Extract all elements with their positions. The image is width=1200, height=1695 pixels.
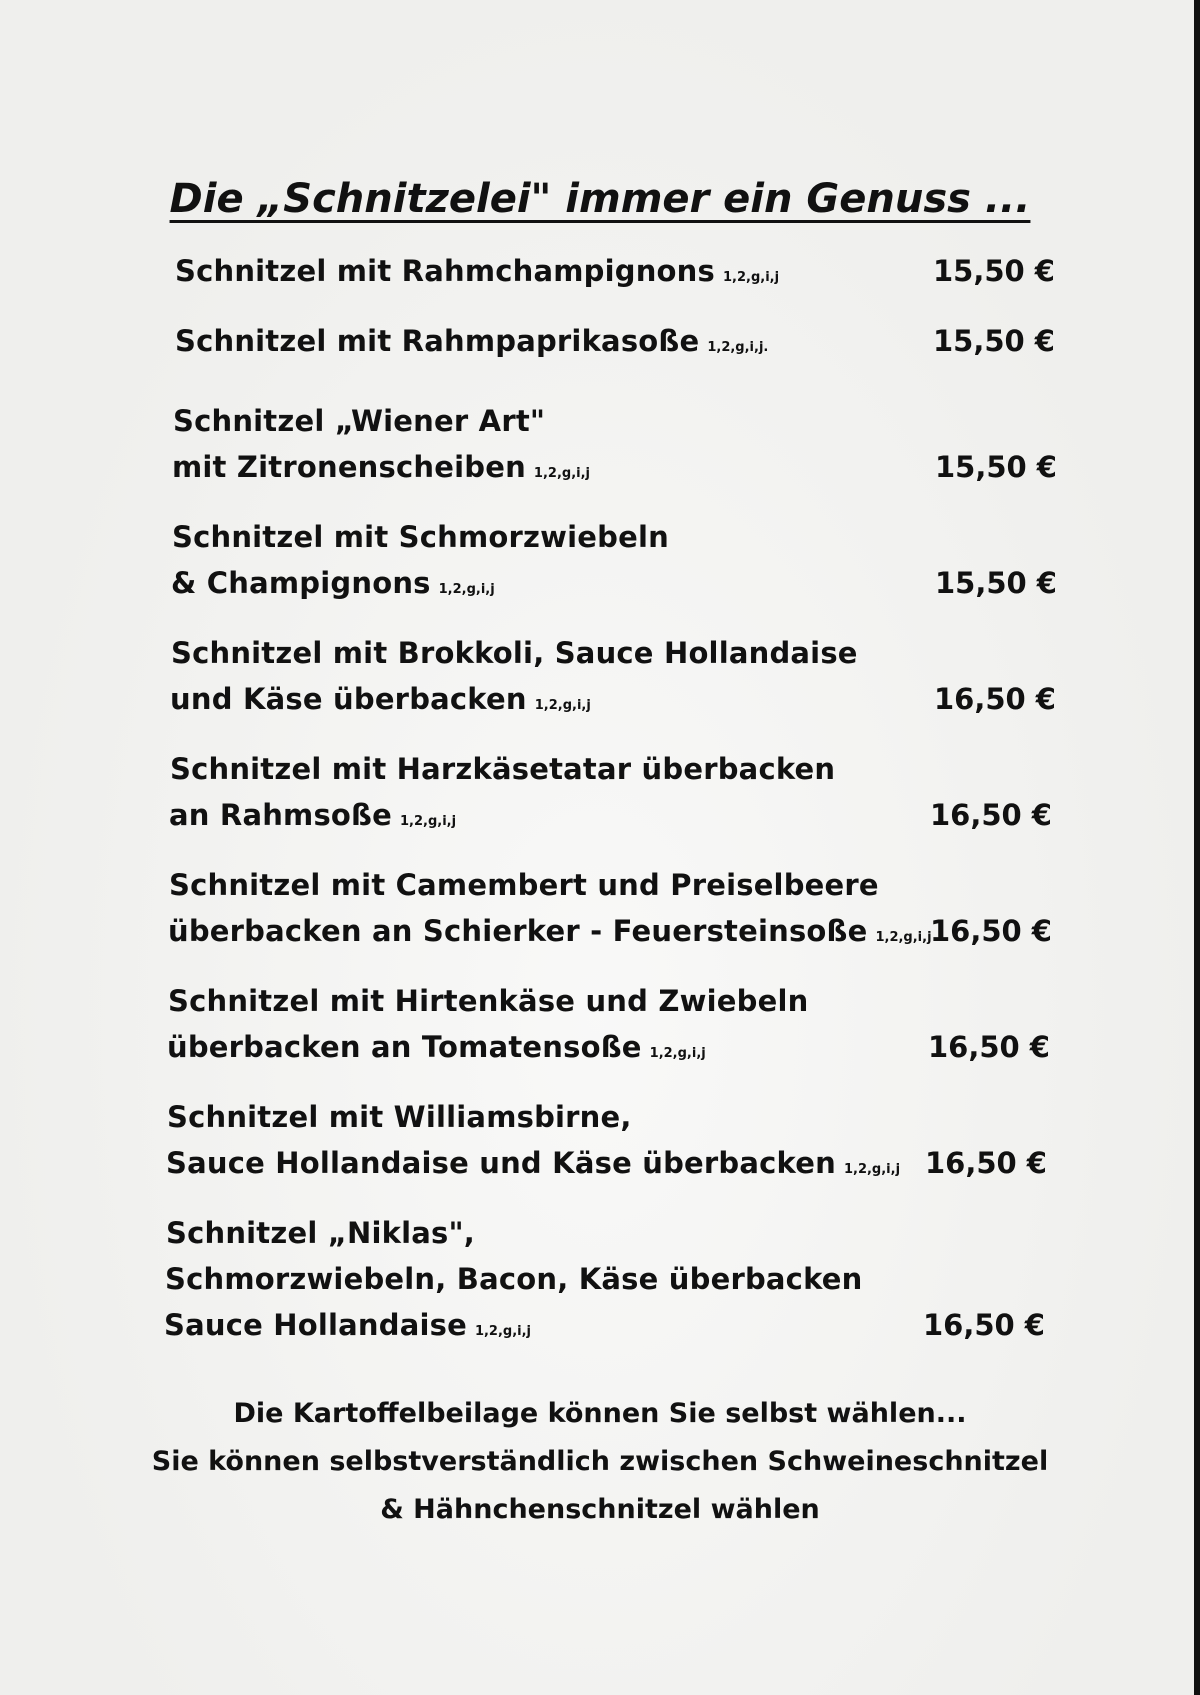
allergen-codes: 1,2,g,i,j. <box>707 340 769 355</box>
menu-item-price: 15,50 € <box>934 566 1057 600</box>
allergen-codes: 1,2,g,i,j <box>875 930 932 945</box>
allergen-codes: 1,2,g,i,j <box>723 270 780 285</box>
menu-item-price: 15,50 € <box>932 254 1055 288</box>
menu-item-line <box>168 984 808 1018</box>
menu-item-price: 16,50 € <box>933 682 1056 716</box>
menu-item-text: Schnitzel mit Williamsbirne, <box>167 1100 632 1134</box>
allergen-codes: 1,2,g,i,j <box>474 1324 532 1339</box>
menu-item-line <box>169 798 456 832</box>
menu-item-line <box>167 1030 706 1064</box>
allergen-codes: 1,2,g,i,j <box>649 1046 706 1061</box>
footer-line-1: Die Kartoffelbeilage können Sie selbst wählen... <box>233 1398 967 1429</box>
menu-item-line <box>167 1100 632 1134</box>
menu-item-price: 16,50 € <box>927 1030 1050 1064</box>
menu-item-price: 16,50 € <box>929 914 1052 948</box>
page-edge <box>1194 0 1200 1695</box>
allergen-codes: 1,2,g,i,j <box>533 466 590 481</box>
menu-item-text: Schnitzel mit Rahmchampignons <box>175 254 715 288</box>
menu-item-price: 15,50 € <box>934 450 1057 484</box>
menu-item-line <box>170 682 591 716</box>
menu-item-line <box>170 752 835 786</box>
menu-item-line <box>171 566 495 600</box>
allergen-codes: 1,2,g,i,j <box>843 1162 901 1177</box>
menu-item-text: Sauce Hollandaise <box>164 1308 467 1342</box>
menu-item-line <box>166 1216 475 1250</box>
menu-item-text: Schnitzel mit Hirtenkäse und Zwiebeln <box>168 984 809 1018</box>
menu-item-text: Sauce Hollandaise und Käse überbacken <box>166 1146 836 1180</box>
menu-item-text: mit Zitronenscheiben <box>172 450 526 484</box>
menu-item-price: 16,50 € <box>929 798 1052 832</box>
menu-item-text: Schnitzel mit Camembert und Preiselbeere <box>169 868 879 902</box>
menu-item-text: & Champignons <box>171 566 431 600</box>
footer-line-3: & Hähnchenschnitzel wählen <box>380 1494 820 1525</box>
menu-item-text: Schnitzel mit Rahmpaprikasoße <box>175 324 700 358</box>
menu-item-text: Schnitzel mit Schmorzwiebeln <box>172 520 669 554</box>
allergen-codes: 1,2,g,i,j <box>534 698 591 713</box>
menu-item-line <box>171 636 858 670</box>
menu-item-line <box>169 868 879 902</box>
menu-item-line <box>173 404 545 438</box>
menu-item-line <box>166 1146 900 1180</box>
allergen-codes: 1,2,g,i,j <box>400 814 457 829</box>
menu-item-text: überbacken an Tomatensoße <box>167 1030 642 1064</box>
menu-item-price: 16,50 € <box>922 1308 1045 1342</box>
menu-item-text: Schnitzel mit Brokkoli, Sauce Hollandaise <box>171 636 858 670</box>
menu-item-price: 15,50 € <box>932 324 1055 358</box>
menu-item-text: Schnitzel „Niklas", <box>166 1216 476 1250</box>
menu-item-text: an Rahmsoße <box>169 798 392 832</box>
menu-item-line <box>168 914 932 948</box>
menu-item-line <box>172 520 669 554</box>
menu-item-text: überbacken an Schierker - Feuersteinsoße <box>168 914 868 948</box>
menu-item-text: Schnitzel mit Harzkäsetatar überbacken <box>170 752 836 786</box>
menu-item-line <box>175 254 779 288</box>
menu-item-price: 16,50 € <box>924 1146 1047 1180</box>
menu-item-text: Schnitzel „Wiener Art" <box>173 404 546 438</box>
menu-item-line <box>165 1262 863 1296</box>
footer-line-2: Sie können selbstverständlich zwischen Schweineschnitzel <box>151 1446 1049 1477</box>
allergen-codes: 1,2,g,i,j <box>438 582 495 597</box>
menu-item-line <box>175 324 768 358</box>
menu-item-line <box>164 1308 531 1342</box>
menu-item-line <box>172 450 590 484</box>
menu-title: Die „Schnitzelei" immer ein Genuss ... <box>169 176 1031 222</box>
menu-item-text: Schmorzwiebeln, Bacon, Käse überbacken <box>165 1262 863 1296</box>
menu-item-text: und Käse überbacken <box>170 682 527 716</box>
